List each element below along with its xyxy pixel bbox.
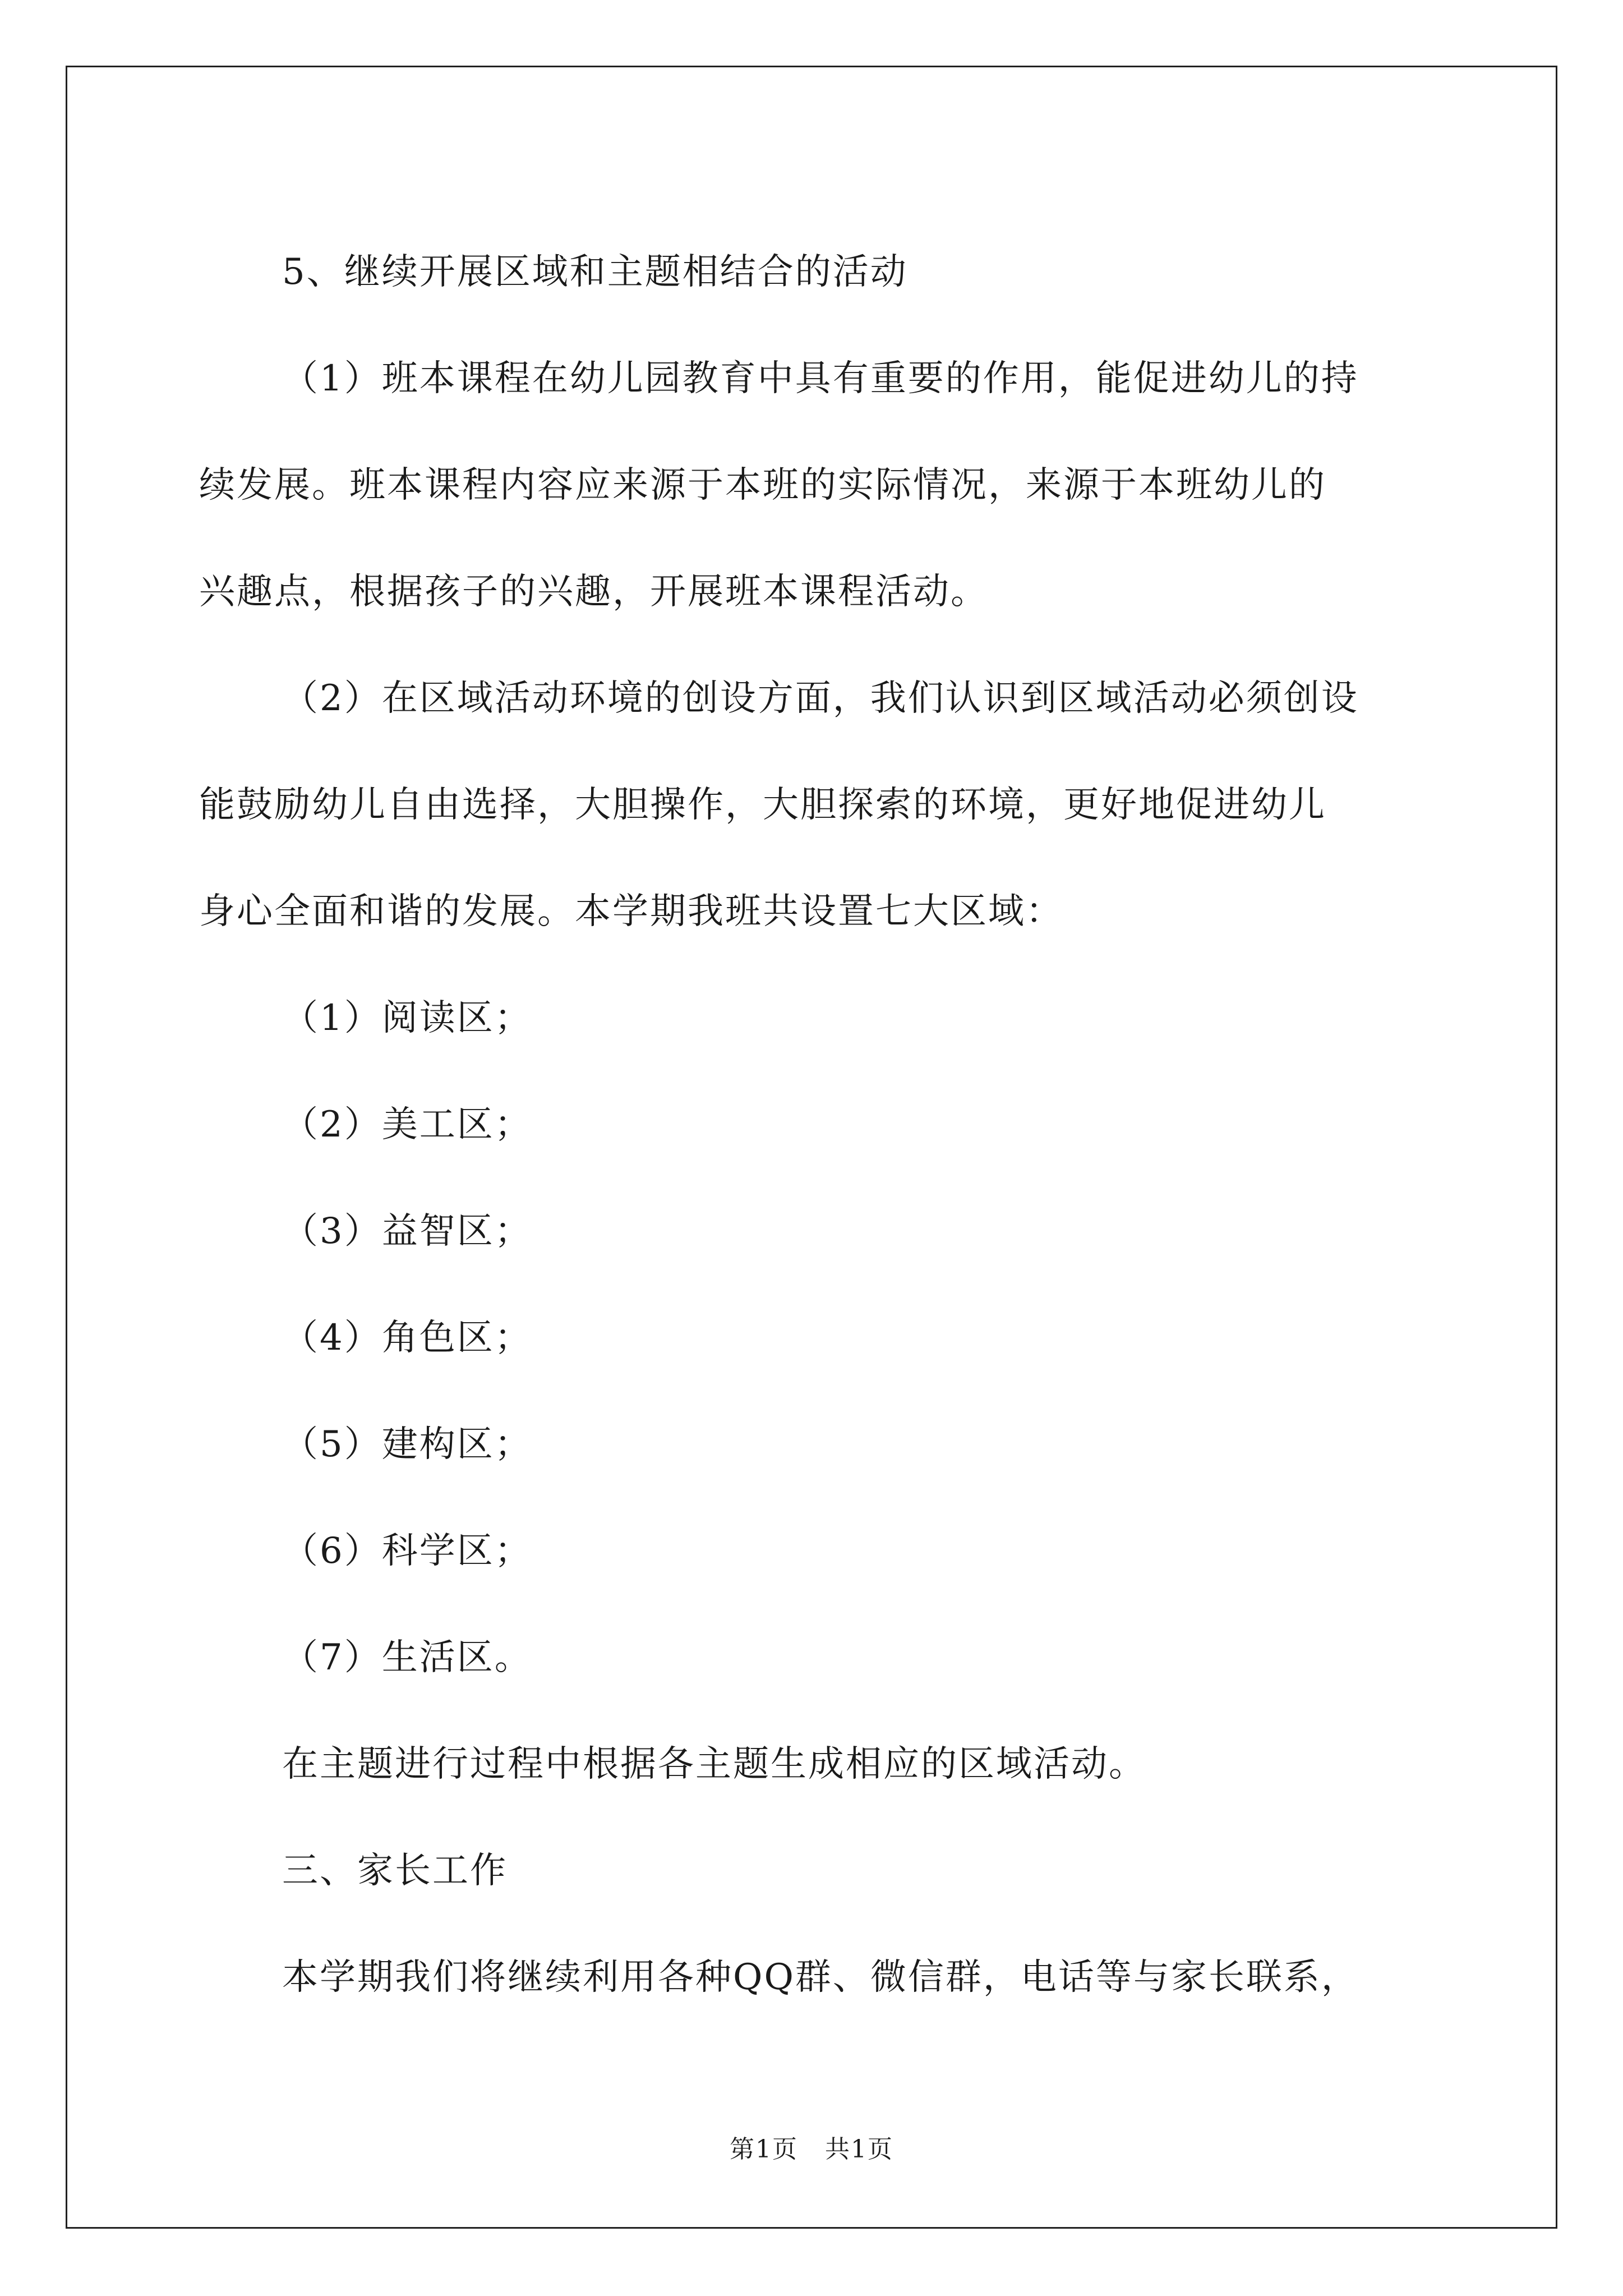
paragraph-3: 在主题进行过程中根据各主题生成相应的区域活动。 [282,1743,1146,1785]
section-heading-3: 三、家长工作 [282,1850,508,1892]
paragraph-1-line-2: 续发展。班本课程内容应来源于本班的实际情况，来源于本班幼儿的 [199,464,1326,506]
area-item-construction: （5）建构区； [282,1424,532,1465]
paragraph-2-line-3: 身心全面和谐的发展。本学期我班共设置七大区域： [199,891,1063,932]
page-footer [0,2129,1623,2165]
paragraph-1-line-1: （1）班本课程在幼儿园教育中具有重要的作用，能促进幼儿的持 [282,358,1359,399]
area-item-life: （7）生活区。 [282,1637,532,1678]
document-body [199,219,1433,2031]
area-item-puzzle: （3）益智区； [282,1211,532,1252]
page-number-total: 共1页 [825,2135,893,2164]
area-item-reading: （1）阅读区； [282,997,532,1039]
page-number-current: 第1页 [730,2135,798,2164]
paragraph-1-line-3: 兴趣点，根据孩子的兴趣，开展班本课程活动。 [199,571,988,613]
paragraph-2-line-1: （2）在区域活动环境的创设方面，我们认识到区域活动必须创设 [282,678,1359,719]
section-heading-5: 5、继续开展区域和主题相结合的活动 [282,251,908,293]
area-item-art: （2）美工区； [282,1104,532,1145]
paragraph-4: 本学期我们将继续利用各种QQ群、微信群，电话等与家长联系， [282,1957,1359,1998]
area-item-role: （4）角色区； [282,1317,532,1359]
area-item-science: （6）科学区； [282,1530,532,1572]
paragraph-2-line-2: 能鼓励幼儿自由选择，大胆操作，大胆探索的环境，更好地促进幼儿 [199,784,1326,826]
